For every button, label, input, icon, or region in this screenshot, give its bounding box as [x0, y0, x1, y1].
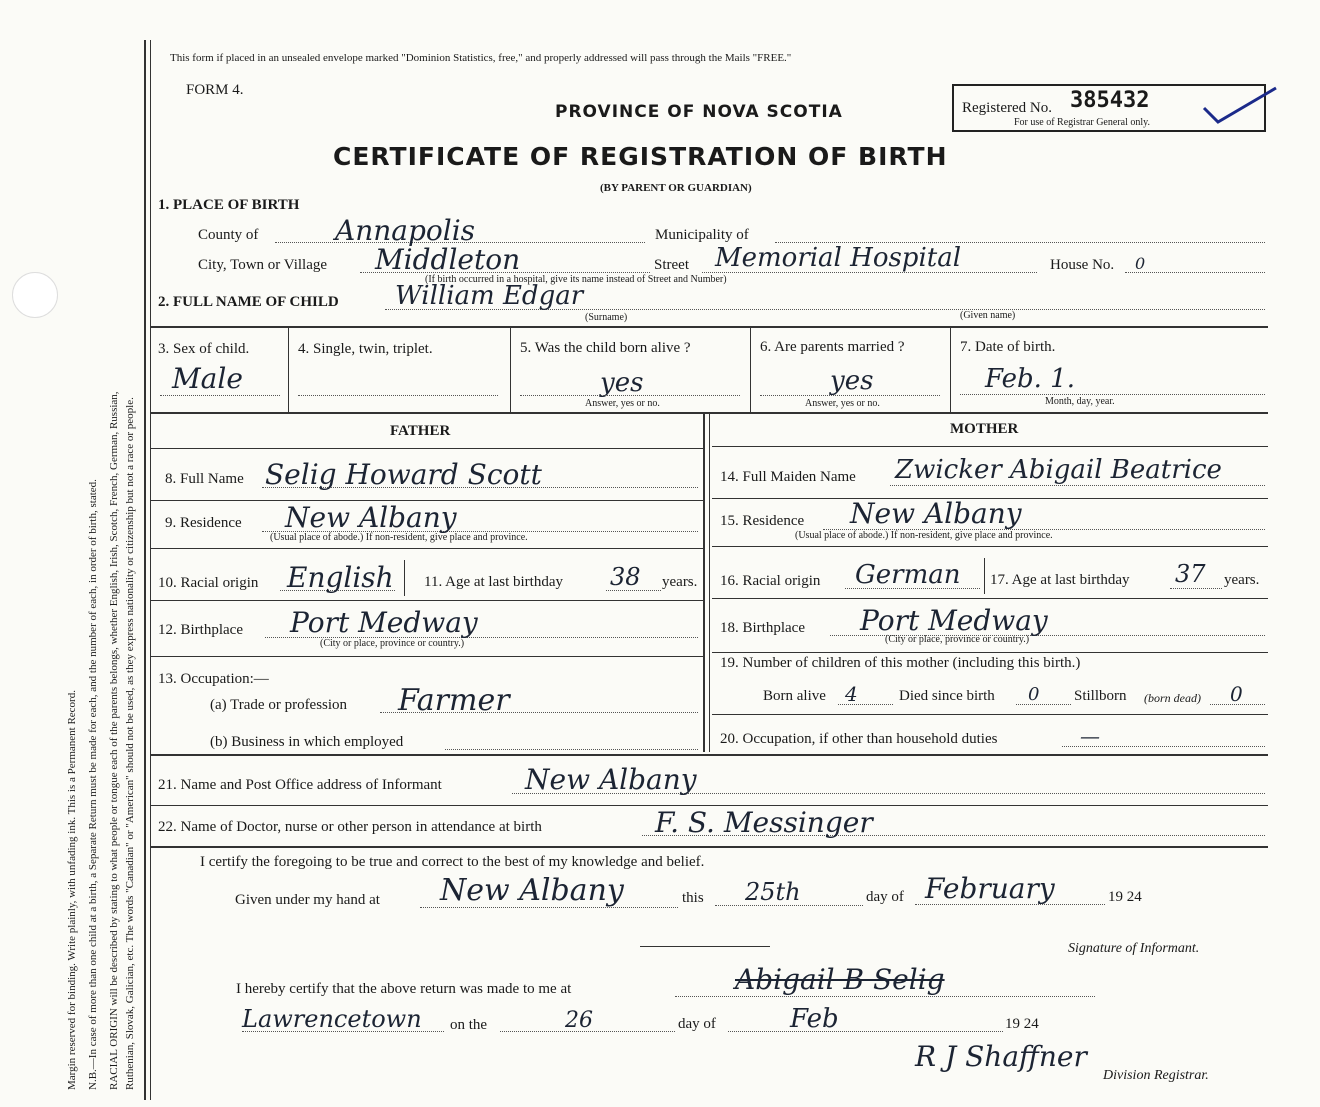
mother-heading: MOTHER: [950, 421, 1019, 437]
municipality-label: Municipality of: [655, 227, 749, 243]
mail-notice: This form if placed in an unsealed envelope marked "Dominion Statistics, free," and properly addressed will pass through the Mails "FREE.": [170, 52, 792, 64]
margin-note-1: Margin reserved for binding. Write plainly, with unfading ink. This is a Permanent Record.: [66, 690, 78, 1090]
born-alive-value: 4: [845, 682, 858, 706]
doctor-label: 22. Name of Doctor, nurse or other person in attendance at birth: [158, 819, 542, 835]
mother-birthplace-value: Port Medway: [860, 604, 1048, 637]
month-value: February: [925, 872, 1055, 905]
street-value: Memorial Hospital: [715, 243, 962, 273]
father-heading: FATHER: [390, 423, 451, 439]
reg-day-value: 26: [565, 1008, 593, 1033]
registrar-statement: I hereby certify that the above return was made to me at: [236, 981, 572, 997]
punch-hole: [12, 272, 58, 318]
child-name-label: 2. FULL NAME OF CHILD: [158, 294, 339, 310]
married-label: 6. Are parents married ?: [760, 339, 905, 355]
born-alive-label: Born alive: [763, 688, 826, 704]
certificate-title: CERTIFICATE OF REGISTRATION OF BIRTH: [333, 142, 948, 171]
signature-informant-label: Signature of Informant.: [1068, 941, 1200, 956]
business-label: (b) Business in which employed: [210, 734, 404, 750]
day-value: 25th: [745, 878, 801, 906]
on-the-label: on the: [450, 1017, 488, 1033]
division-registrar-label: Division Registrar.: [1103, 1068, 1209, 1083]
reg-month-value: Feb: [790, 1004, 839, 1034]
informant-signature-line: [640, 946, 770, 947]
registrar-note: For use of Registrar General only.: [1014, 117, 1150, 128]
father-birthplace-note: (City or place, province or country.): [320, 638, 465, 649]
registered-number: 385432: [1070, 88, 1150, 113]
mother-racial-label: 16. Racial origin: [720, 573, 821, 589]
married-value: yes: [830, 366, 874, 396]
mother-years-label: years.: [1224, 572, 1260, 588]
form-number: FORM 4.: [186, 82, 244, 98]
given-label: Given under my hand at: [235, 892, 380, 908]
mother-racial-value: German: [855, 560, 961, 590]
city-value: Middleton: [375, 243, 521, 276]
alive-value: yes: [600, 368, 644, 398]
informant-label: 21. Name and Post Office address of Informant: [158, 777, 442, 793]
trade-label: (a) Trade or profession: [210, 697, 348, 713]
margin-rule: [144, 40, 146, 1100]
mother-occupation-value: —: [1080, 724, 1100, 748]
province-title: PROVINCE OF NOVA SCOTIA: [555, 102, 843, 122]
certificate-subtitle: (BY PARENT OR GUARDIAN): [600, 182, 752, 194]
stillborn-value: 0: [1230, 682, 1243, 706]
informant-value: New Albany: [525, 763, 697, 796]
date-value: Feb. 1.: [985, 364, 1075, 394]
certify-statement: I certify the foregoing to be true and correct to the best of my knowledge and belief.: [200, 854, 705, 870]
father-age-value: 38: [610, 563, 641, 591]
father-residence-label: 9. Residence: [165, 515, 242, 531]
margin-rule-inner: [150, 40, 151, 1100]
surname-label: (Surname): [585, 312, 628, 323]
trade-value: Farmer: [398, 683, 510, 718]
father-residence-value: New Albany: [285, 501, 457, 534]
mother-occupation-label: 20. Occupation, if other than household duties: [720, 731, 998, 747]
house-value: 0: [1135, 254, 1146, 273]
house-label: House No.: [1050, 257, 1115, 273]
father-name-label: 8. Full Name: [165, 471, 244, 487]
this-label: this: [682, 890, 704, 906]
county-label: County of: [198, 227, 259, 243]
stillborn-note: (born dead): [1144, 691, 1201, 705]
child-name-value: William Edgar: [395, 281, 584, 311]
day-of-label: day of: [866, 889, 904, 905]
stillborn-label: Stillborn: [1074, 688, 1127, 704]
married-note: Answer, yes or no.: [805, 398, 880, 409]
date-note: Month, day, year.: [1045, 396, 1115, 407]
father-years-label: years.: [662, 574, 698, 590]
margin-note-3: RACIAL ORIGIN will be described by stating to what people or tongue each of the parents belongs, whether English, Irish, Scotch, French, German, Russian,: [108, 391, 120, 1090]
street-label: Street: [654, 257, 689, 273]
mother-name-value: Zwicker Abigail Beatrice: [895, 455, 1222, 485]
registered-label: Registered No.: [962, 100, 1052, 116]
died-value: 0: [1028, 684, 1040, 705]
margin-note-2: N.B.—In case of more than one child at a birth, a Separate Return must be made for each, and the number of each, in order of birth, stated.: [87, 479, 99, 1090]
doctor-value: F. S. Messinger: [655, 806, 873, 839]
given-name-label: (Given name): [960, 310, 1016, 321]
city-label: City, Town or Village: [198, 257, 328, 273]
father-birthplace-value: Port Medway: [290, 606, 478, 639]
registry-place-value: Lawrencetown: [242, 1005, 422, 1033]
struck-name-value: Abigail B Selig: [735, 963, 945, 996]
alive-note: Answer, yes or no.: [585, 398, 660, 409]
plurality-label: 4. Single, twin, triplet.: [298, 341, 433, 357]
mother-birthplace-note: (City or place, province or country.): [885, 634, 1030, 645]
reg-day-of-label: day of: [678, 1016, 716, 1032]
registrar-signature: R J Shaffner: [915, 1040, 1087, 1073]
mother-age-value: 37: [1175, 560, 1206, 588]
father-name-value: Selig Howard Scott: [265, 458, 542, 491]
date-label: 7. Date of birth.: [960, 339, 1056, 355]
year-value: 19 24: [1108, 889, 1142, 905]
sex-label: 3. Sex of child.: [158, 341, 250, 357]
alive-label: 5. Was the child born alive ?: [520, 340, 691, 356]
father-age-label: 11. Age at last birthday: [424, 574, 563, 590]
mother-name-label: 14. Full Maiden Name: [720, 469, 856, 485]
margin-note-4: Ruthenian, Slovak, Galician, etc. The words "Canadian" or "American" should not be used, as they express nationality or citizenship but not a race or people.: [124, 397, 136, 1090]
mother-residence-value: New Albany: [850, 497, 1022, 530]
check-mark-icon: [1200, 82, 1280, 126]
mother-residence-label: 15. Residence: [720, 513, 805, 529]
place-of-birth-label: 1. PLACE OF BIRTH: [158, 197, 300, 213]
street-note: (If birth occurred in a hospital, give its name instead of Street and Number): [425, 274, 727, 285]
children-count-label: 19. Number of children of this mother (including this birth.): [720, 655, 1081, 671]
mother-residence-note: (Usual place of abode.) If non-resident, give place and province.: [795, 530, 1053, 541]
father-occupation-label: 13. Occupation:—: [158, 671, 269, 687]
father-birthplace-label: 12. Birthplace: [158, 622, 243, 638]
given-place-value: New Albany: [440, 873, 624, 908]
county-value: Annapolis: [335, 214, 476, 247]
died-label: Died since birth: [899, 688, 995, 704]
father-racial-value: English: [287, 561, 394, 594]
sex-value: Male: [172, 362, 243, 395]
father-racial-label: 10. Racial origin: [158, 575, 259, 591]
father-residence-note: (Usual place of abode.) If non-resident, give place and province.: [270, 532, 528, 543]
mother-age-label: 17. Age at last birthday: [990, 572, 1130, 588]
mother-birthplace-label: 18. Birthplace: [720, 620, 805, 636]
reg-year-value: 19 24: [1005, 1016, 1039, 1032]
